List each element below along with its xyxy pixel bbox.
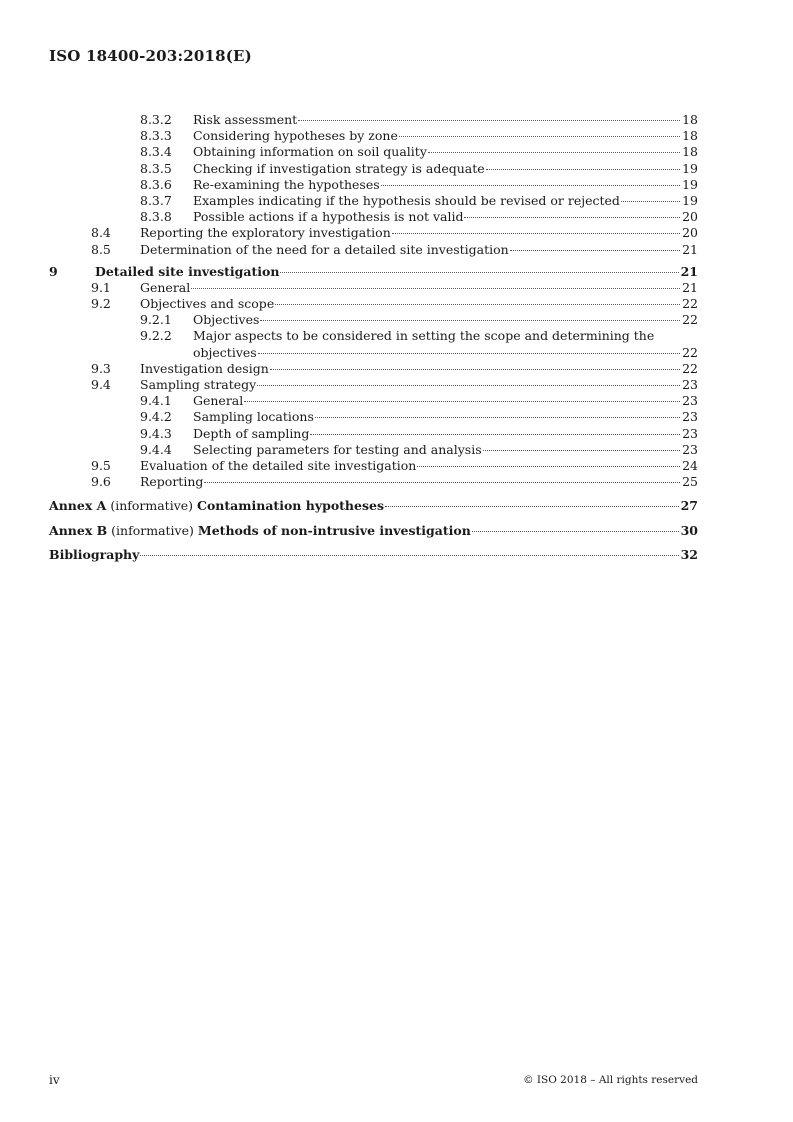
toc-entry-9-2-1[interactable]	[49, 312, 698, 328]
toc-number: 9.4.2	[140, 409, 172, 425]
toc-entry-9-4-4[interactable]	[49, 442, 698, 458]
toc-number: 8.5	[91, 241, 111, 257]
toc-entry-9-4-2[interactable]	[49, 409, 698, 425]
toc-page: 30	[680, 522, 698, 538]
annex-label: Annex B	[49, 522, 108, 538]
toc-number: 9	[49, 263, 58, 279]
toc-entry-9-4-3[interactable]	[49, 426, 698, 442]
dot-leader	[399, 136, 680, 137]
toc-page: 18	[682, 144, 698, 160]
dot-leader	[392, 233, 680, 234]
toc-entry-9-3[interactable]	[49, 361, 698, 377]
dot-leader	[621, 201, 680, 202]
toc-number: 9.4.4	[140, 441, 172, 457]
footer-copyright: © ISO 2018 – All rights reserved	[523, 1074, 698, 1086]
toc-entry-9-2-2[interactable]	[49, 328, 698, 344]
toc-title: Sampling strategy	[140, 377, 257, 392]
toc-number: 8.3.2	[140, 112, 172, 127]
toc-page: 32	[680, 546, 698, 562]
toc-page: 18	[682, 112, 698, 127]
toc-page: 23	[682, 425, 698, 441]
toc-title: Checking if investigation strategy is adequate	[193, 160, 485, 176]
toc-page: 21	[680, 263, 698, 279]
annex-label: Annex A	[49, 498, 107, 514]
toc-number: 9.4.3	[140, 425, 172, 441]
toc-page: 18	[682, 128, 698, 144]
toc-title: Evaluation of the detailed site investigation	[140, 457, 417, 473]
toc-entry-8-3-8[interactable]	[49, 209, 698, 225]
toc-number: 9.4	[91, 377, 111, 392]
toc-title: General	[193, 393, 244, 409]
toc-entry-8-3-7[interactable]	[49, 193, 698, 209]
toc-number: 8.4	[91, 225, 111, 241]
toc-page: 25	[682, 474, 698, 490]
toc-title: Obtaining information on soil quality	[193, 144, 427, 160]
toc-page: 23	[682, 409, 698, 425]
toc-number: 9.2	[91, 296, 111, 312]
toc-entry-8-3-6[interactable]	[49, 177, 698, 193]
toc-entry-9-6[interactable]	[49, 474, 698, 490]
toc-entry-8-3-3[interactable]	[49, 128, 698, 144]
toc-number: 8.3.4	[140, 144, 172, 160]
toc-entry-8-3-2[interactable]	[49, 112, 698, 128]
toc-title: Depth of sampling	[193, 425, 310, 441]
dot-leader	[275, 304, 680, 305]
toc-title: Risk assessment	[193, 112, 298, 127]
toc-title-line2: objectives	[193, 344, 257, 360]
toc-number: 9.5	[91, 457, 111, 473]
toc-entry-9-5[interactable]	[49, 458, 698, 474]
dot-leader	[270, 369, 680, 370]
toc-number: 8.3.6	[140, 176, 172, 192]
toc-page: 22	[682, 344, 698, 360]
toc-title: Examples indicating if the hypothesis should be revised or rejected	[193, 192, 620, 208]
toc-entry-9-4-1[interactable]	[49, 393, 698, 409]
toc-page: 22	[682, 312, 698, 328]
toc-number: 9.6	[91, 474, 111, 490]
annex-title: Methods of non-intrusive investigation	[197, 522, 471, 538]
toc-page: 27	[680, 498, 698, 514]
toc-page: 23	[682, 377, 698, 392]
toc-title: Determination of the need for a detailed site investigation	[140, 241, 509, 257]
toc-title: Possible actions if a hypothesis is not valid	[193, 209, 464, 225]
spacer	[49, 490, 698, 498]
toc-page: 22	[682, 360, 698, 376]
toc-entry-8-3-4[interactable]	[49, 144, 698, 160]
dot-leader	[258, 353, 680, 354]
dot-leader	[191, 288, 680, 289]
toc-number: 9.2.1	[140, 312, 172, 328]
dot-leader	[464, 217, 680, 218]
toc-number: 8.3.5	[140, 160, 172, 176]
dot-leader	[244, 401, 680, 402]
toc-entry-8-4[interactable]	[49, 225, 698, 241]
dot-leader	[280, 272, 678, 273]
toc-page: 23	[682, 441, 698, 457]
toc-page: 23	[682, 393, 698, 409]
dot-leader	[315, 417, 680, 418]
dot-leader	[486, 169, 680, 170]
toc-entry-9-4[interactable]	[49, 377, 698, 393]
toc-entry-8-3-5[interactable]	[49, 161, 698, 177]
toc-title: Objectives	[193, 312, 260, 328]
toc-number: 9.1	[91, 279, 111, 295]
dot-leader	[260, 320, 680, 321]
toc-title: Selecting parameters for testing and analysis	[193, 441, 482, 457]
toc-title-line1: Major aspects to be considered in setting the scope and determining the	[193, 328, 655, 344]
toc-entry-9[interactable]	[49, 264, 698, 280]
document-header: ISO 18400-203:2018(E)	[49, 47, 252, 65]
toc-title: Sampling locations	[193, 409, 314, 425]
toc-page: 24	[682, 457, 698, 473]
toc-title: Reporting	[140, 474, 204, 490]
toc-entry-bibliography[interactable]	[49, 547, 698, 563]
annex-qualifier: (informative)	[107, 522, 198, 538]
toc-page: 19	[682, 160, 698, 176]
toc-title: Detailed site investigation	[95, 263, 280, 279]
toc-page: 20	[682, 225, 698, 241]
annex-qualifier: (informative)	[106, 498, 198, 514]
toc-page: 22	[682, 296, 698, 312]
toc-page: 19	[682, 192, 698, 208]
toc-entry-annex-b[interactable]	[49, 523, 698, 539]
toc-title: Considering hypotheses by zone	[193, 128, 398, 144]
toc-number: 8.3.7	[140, 192, 172, 208]
toc-entry-9-2[interactable]	[49, 296, 698, 312]
toc-entry-8-5[interactable]	[49, 242, 698, 258]
dot-leader	[310, 434, 680, 435]
dot-leader	[298, 120, 680, 121]
toc-title: Investigation design	[140, 360, 269, 376]
spacer	[49, 539, 698, 547]
toc-number: 9.2.2	[140, 328, 172, 344]
toc-page: 21	[682, 279, 698, 295]
toc-title: Bibliography	[49, 546, 140, 562]
toc-page: 21	[682, 241, 698, 257]
toc-title: Objectives and scope	[140, 296, 275, 312]
dot-leader	[483, 450, 680, 451]
toc-title: Reporting the exploratory investigation	[140, 225, 391, 241]
toc-entry-9-2-2-continued[interactable]	[49, 345, 698, 361]
dot-leader	[204, 482, 680, 483]
toc-page: 20	[682, 209, 698, 225]
dot-leader	[510, 250, 680, 251]
annex-title: Contamination hypotheses	[197, 498, 384, 514]
footer-page-number: iv	[49, 1073, 60, 1087]
dot-leader	[428, 152, 680, 153]
toc-number: 9.4.1	[140, 393, 172, 409]
toc-title: General	[140, 279, 191, 295]
dot-leader	[140, 555, 678, 556]
toc-number: 8.3.3	[140, 128, 172, 144]
dot-leader	[381, 185, 680, 186]
toc-number: 9.3	[91, 360, 111, 376]
toc-entry-9-1[interactable]	[49, 280, 698, 296]
spacer	[49, 515, 698, 523]
dot-leader	[257, 385, 680, 386]
toc-number: 8.3.8	[140, 209, 172, 225]
dot-leader	[472, 531, 679, 532]
dot-leader	[385, 506, 679, 507]
toc-entry-annex-a[interactable]	[49, 498, 698, 514]
dot-leader	[417, 466, 680, 467]
toc-title: Re-examining the hypotheses	[193, 176, 380, 192]
table-of-contents	[49, 112, 698, 563]
toc-page: 19	[682, 176, 698, 192]
